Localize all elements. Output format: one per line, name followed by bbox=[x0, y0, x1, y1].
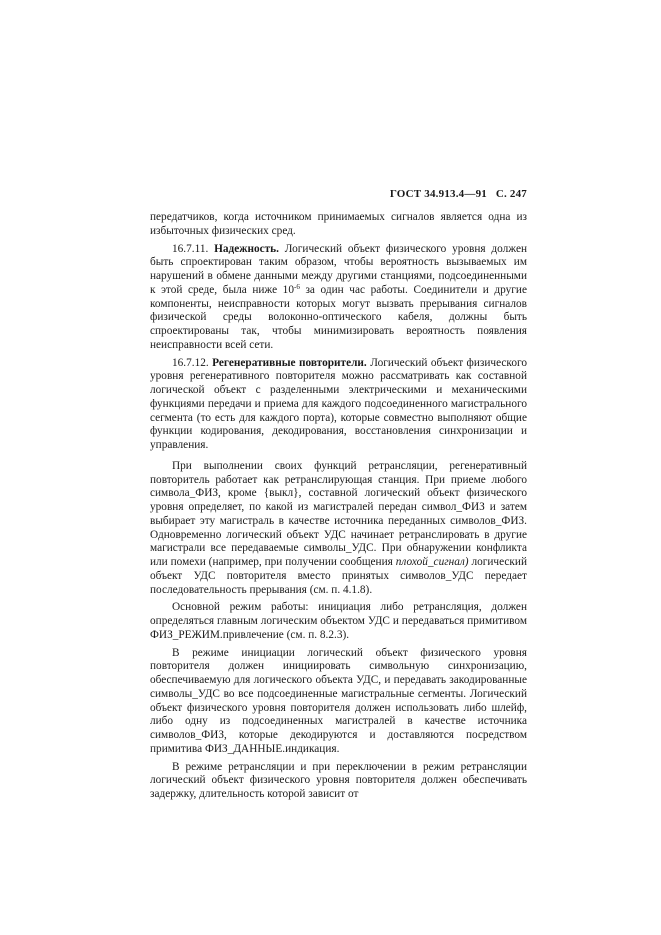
gost-number: ГОСТ 34.913.4—91 bbox=[389, 188, 487, 200]
exponent: -6 bbox=[293, 282, 300, 291]
running-header bbox=[150, 188, 527, 200]
paragraph-text: При выполнении своих функций ретрансляции, регенеративный повторитель работает как ретранслирующая станция. При приеме любого символа_ФИЗ, кроме {выкл}, составной логический объект физического уровня определяет, по какой из магистралей передан символ_ФИЗ и затем выбирает эту магистраль в качестве источника переданных символов_ФИЗ. Одновременно логический объект УДС начинает ретранслировать в другие магистрали все передаваемые символы_УДС. При обнаружении конфликта или помехи (например, при получении сообщения bbox=[150, 459, 527, 568]
section-text: Логический объект физического уровня регенеративного повторителя можно рассматривать как составной логической объект с разделенными электрическими и механическими функциями передачи и приема для каждого подсоединенного магистрального сегмента (то есть для каждого порта), которые совместно выполняют общие функции кодирования, декодирования, восстановления синхронизации и управления. bbox=[150, 356, 527, 451]
section-text-cont: за один час работы. Соединители и другие компоненты, неисправности которых могут вызвать прерывания сигналов физической среды волоконно-оптического кабеля, должны быть спроектированы так, чтобы минимизировать вероятность появления неисправности всей сети. bbox=[150, 283, 527, 351]
paragraph-main-mode: Основной режим работы: инициация либо ретрансляция, должен определяться главным логическим объектом УДС и передаваться примитивом ФИЗ_РЕЖИМ.привлечение (см. п. 8.2.3). bbox=[150, 601, 527, 641]
section-16-7-11 bbox=[150, 243, 527, 353]
section-title: Регенеративные повторители. bbox=[212, 356, 367, 369]
section-number: 16.7.12. bbox=[172, 356, 209, 369]
italic-term: плохой_сигнал) bbox=[395, 556, 469, 568]
body-text bbox=[150, 211, 527, 802]
page-number: С. 247 bbox=[495, 188, 527, 200]
section-text: Логический объект физического уровня должен быть спроектирован таким образом, чтобы вероятность вызываемых им нарушений в обмене данными между другими станциями, подсоединенными к этой среде, была ниже 10 bbox=[150, 242, 528, 296]
paragraph-relay bbox=[150, 460, 527, 598]
section-16-7-12 bbox=[150, 357, 527, 453]
paragraph-text-cont: логический объект УДС повторителя вместо принятых символов_УДС передает последовательность прерывания (см. п. 4.1.8). bbox=[150, 556, 528, 596]
section-number: 16.7.11. bbox=[172, 242, 209, 255]
paragraph-retransmission-mode: В режиме ретрансляции и при переключении в режим ретрансляции логический объект физического уровня повторителя должен обеспечивать задержку, длительность которой зависит от bbox=[150, 760, 527, 800]
paragraph-initiation-mode: В режиме инициации логический объект физического уровня повторителя должен инициировать символьную синхронизацию, обеспечиваемую для логического объекта УДС, и передавать закодированные символы_УДС во все подсоединенные магистральные сегменты. Логический объект физического уровня повторителя должен использовать либо шлейф, либо одну из подсоединенных магистралей в качестве источника символов_ФИЗ, которые декодируются и доставляются посредством примитива ФИЗ_ДАННЫЕ.индикация. bbox=[150, 646, 527, 755]
paragraph-continuation: передатчиков, когда источником принимаемых сигналов является одна из избыточных физических сред. bbox=[150, 211, 527, 237]
section-title: Надежность. bbox=[214, 242, 279, 255]
